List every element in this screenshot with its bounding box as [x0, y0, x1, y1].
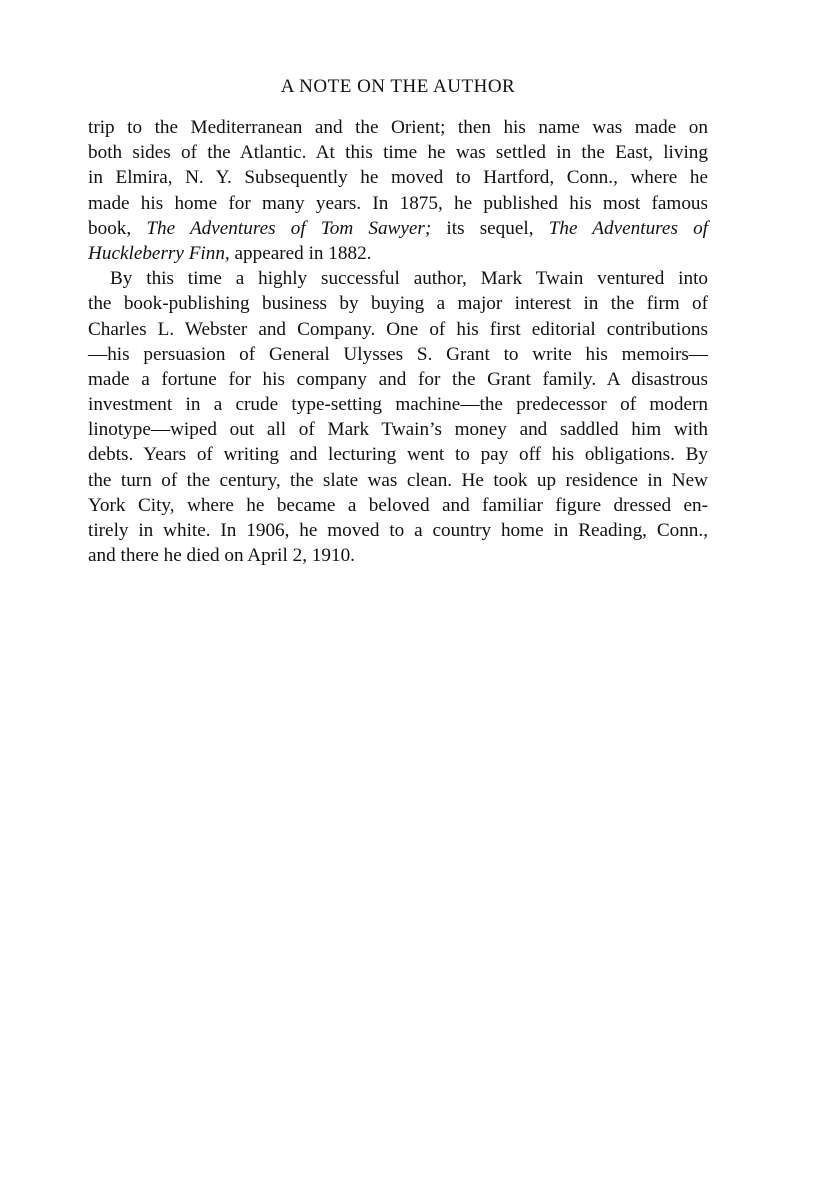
text-run: its sequel, — [431, 217, 549, 239]
text-line — [88, 417, 708, 442]
text-line — [88, 165, 708, 190]
text-run: in Elmira, N. Y. Subsequently he moved to Hartford, Conn., where he — [88, 167, 708, 189]
text-line — [88, 191, 708, 216]
text-run: made his home for many years. In 1875, he published his most famous — [88, 192, 708, 214]
text-run: book, — [88, 217, 147, 239]
text-line — [88, 140, 708, 165]
text-run: both sides of the Atlantic. At this time he was settled in the East, living — [88, 142, 708, 164]
text-line — [88, 291, 708, 316]
text-line — [88, 266, 708, 291]
text-run: trip to the Mediterranean and the Orient; then his name was made on — [88, 117, 708, 138]
text-line — [88, 317, 708, 342]
text-line — [88, 367, 708, 392]
italic-title: The Adventures of — [548, 217, 709, 239]
text-run: investment in a crude type-setting machine—the predecessor of modern — [88, 394, 708, 416]
text-line — [88, 543, 708, 568]
italic-title: The Adventures of Tom Sawyer; — [146, 217, 432, 239]
text-run: the book-publishing business by buying a major interest in the firm of — [88, 293, 708, 315]
text-run: York City, where he became a beloved and familiar figure dressed en- — [88, 494, 708, 516]
text-line — [88, 216, 708, 241]
text-line — [88, 241, 708, 266]
paragraph-1 — [88, 115, 708, 266]
text-run: appeared in 1882. — [229, 242, 372, 264]
text-line — [88, 468, 708, 493]
text-line — [88, 518, 708, 543]
text-run: linotype—wiped out all of Mark Twain’s money and saddled him with — [88, 419, 708, 441]
paragraph-2 — [88, 266, 708, 568]
text-line — [88, 342, 708, 367]
text-run: By this time a highly successful author, Mark Twain ventured into — [110, 268, 708, 290]
text-line — [88, 442, 708, 467]
text-line — [88, 493, 708, 518]
text-run: the turn of the century, the slate was clean. He took up residence in New — [88, 469, 708, 491]
italic-title: Huckleberry Finn, — [88, 242, 230, 264]
text-run: debts. Years of writing and lecturing went to pay off his obligations. By — [88, 444, 708, 466]
text-line — [88, 115, 708, 140]
text-run: made a fortune for his company and for the Grant family. A disastrous — [88, 368, 708, 390]
book-page — [88, 74, 708, 568]
body-text — [88, 115, 708, 568]
text-run: Charles L. Webster and Company. One of his first editorial contributions — [88, 318, 708, 340]
text-line — [88, 392, 708, 417]
text-run: tirely in white. In 1906, he moved to a country home in Reading, Conn., — [88, 520, 708, 541]
text-run: —his persuasion of General Ulysses S. Grant to write his memoirs— — [88, 343, 708, 365]
running-head: A NOTE ON THE AUTHOR — [280, 76, 516, 97]
text-run: and there he died on April 2, 1910. — [88, 545, 355, 567]
